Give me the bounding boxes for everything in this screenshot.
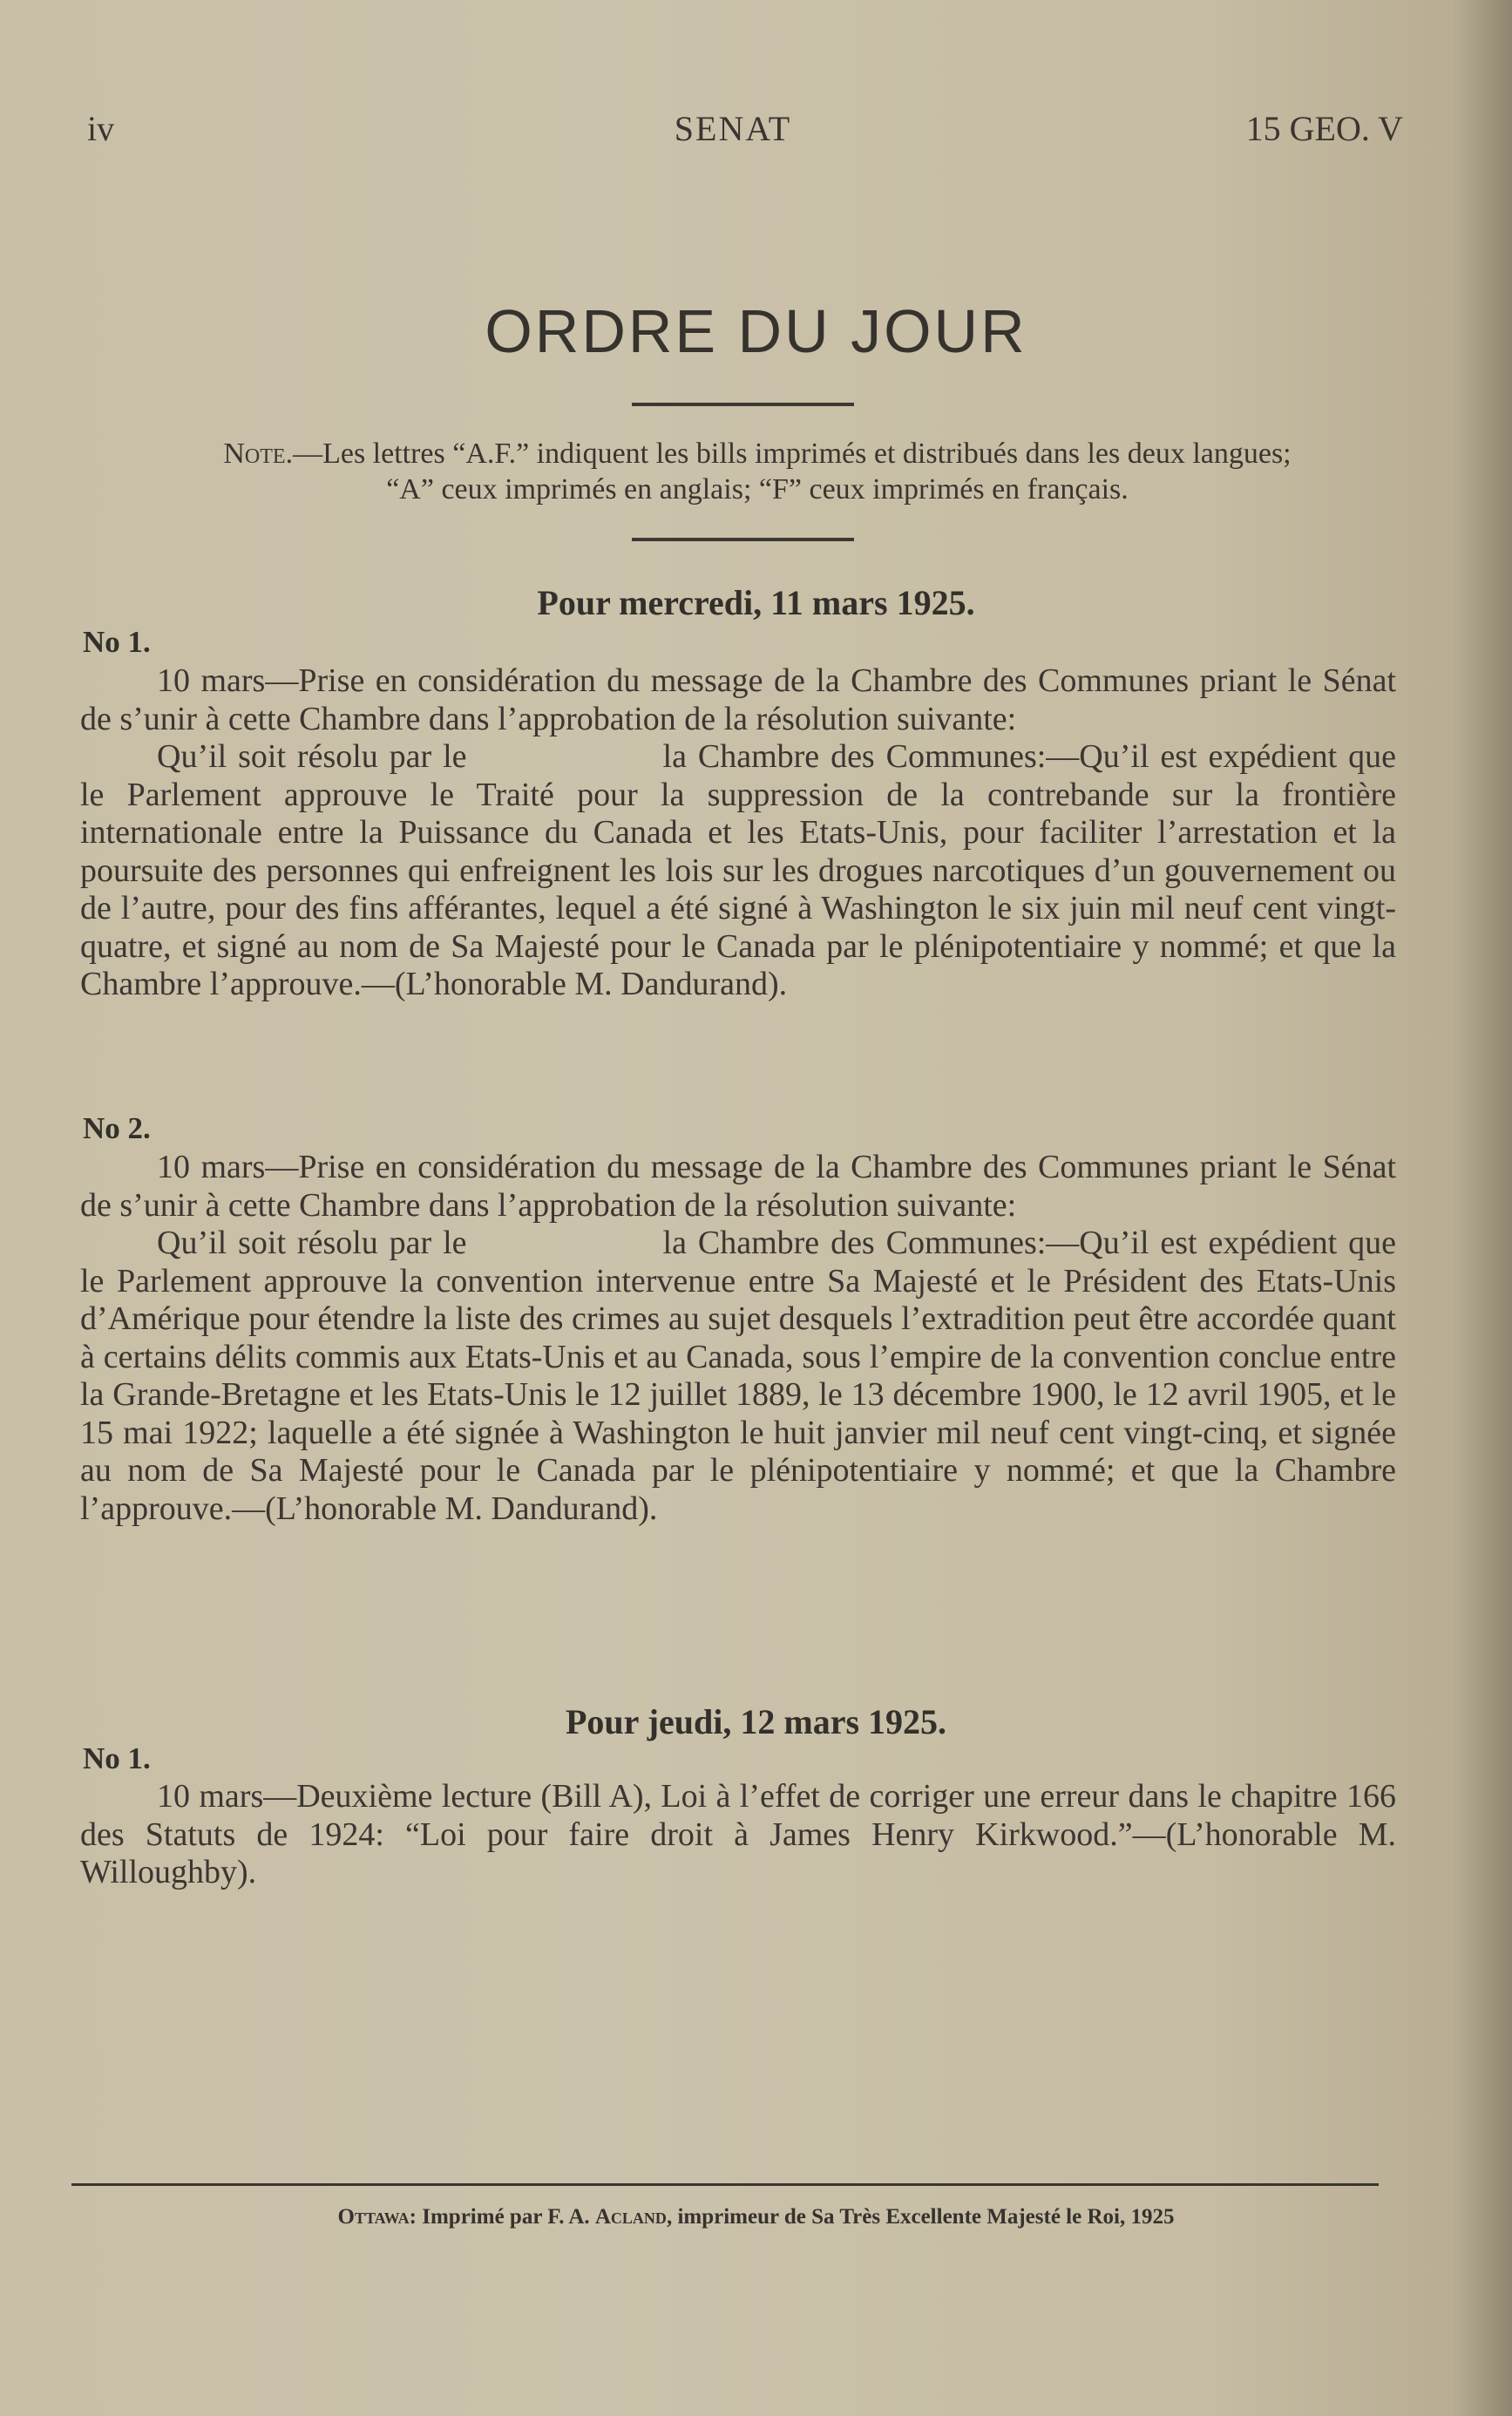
- imprint-footer: [174, 2205, 1338, 2229]
- item-number: No 1.: [83, 625, 151, 659]
- item-number: No 2.: [83, 1111, 151, 1145]
- imprint-text-2: , imprimeur de Sa Très Excellente Majesté le Roi, 1925: [666, 2205, 1175, 2229]
- item-number: No 1.: [83, 1741, 151, 1775]
- resolution-rest: la Chambre des Communes:—Qu’il est expédient que le Parlement approuve le Traité pour la suppression de la contrebande sur la frontière internationale entre la Puissance du Canada et les Etats-Unis, pour faciliter l’arrestation et la poursuite des personnes qui enfreignent les lois sur les drogues narcotiques d’un gouvernement ou de l’autre, pour des fins afférantes, lequel a été signé à Washington le six juin mil neuf cent vingt-quatre, et signé au nom de Sa Majesté pour le Canada par le plénipotentiaire y nommé; et que la Chambre l’approuve.—(L’honorable M. Dandurand).: [80, 738, 1397, 1002]
- note-text-1: —Les lettres “A.F.” indiquent les bills imprimés et distribués dans les deux langues;: [293, 438, 1292, 470]
- note-line-1: [85, 436, 1429, 472]
- chamber-name: SENAT: [674, 109, 792, 148]
- resolution-paragraph: [80, 738, 1396, 1004]
- imprint-printer: Acland: [594, 2205, 667, 2229]
- agenda-item-text: [80, 662, 1396, 1004]
- imprint-city: Ottawa: [337, 2205, 410, 2229]
- resolution-paragraph: [80, 1225, 1396, 1528]
- page-number: iv: [87, 109, 115, 148]
- session-label: 15 GEO. V: [1245, 109, 1403, 148]
- note-line-2: “A” ceux imprimés en anglais; “F” ceux imprimés en français.: [386, 473, 1129, 506]
- item-paragraph: 10 mars—Deuxième lecture (Bill A), Loi à l’effet de corriger une erreur dans le chapitre 166 des Statuts de 1924: “Loi pour faire droit à James Henry Kirkwood.”—(L’honorable M. Willoughby).: [80, 1778, 1396, 1890]
- resolution-start: Qu’il soit résolu par le: [157, 738, 467, 775]
- agenda-item-text: [80, 1778, 1396, 1892]
- note-block: [85, 436, 1429, 507]
- resolution-rest: la Chambre des Communes:—Qu’il est expédient que le Parlement approuve la convention intervenue entre Sa Majesté et le Président des Etats-Unis d’Amérique pour étendre la liste des crimes au sujet desquels l’extradition peut être accordée quant à certains délits commis aux Etats-Unis et au Canada, sous l’empire de la convention conclue entre la Grande-Bretagne et les Etats-Unis le 12 juillet 1889, le 13 décembre 1900, le 12 avril 1905, et le 15 mai 1922; laquelle a été signée à Washington le huit janvier mil neuf cent vingt-cinq, et signée au nom de Sa Majesté pour le Canada par le plénipotentiaire y nommé; et que la Chambre l’approuve.—(L’honorable M. Dandurand).: [80, 1225, 1397, 1527]
- item-paragraph: 10 mars—Prise en considération du message de la Chambre des Communes priant le Sénat de s’unir à cette Chambre dans l’approbation de la résolution suivante:: [80, 662, 1396, 737]
- agenda-item-text: [80, 1149, 1396, 1528]
- section-heading-thursday: Pour jeudi, 12 mars 1925.: [565, 1702, 947, 1741]
- footer-divider: [71, 2183, 1379, 2186]
- section-heading-wednesday: Pour mercredi, 11 mars 1925.: [537, 583, 975, 622]
- note-label: Note.: [223, 438, 294, 470]
- title-divider: [632, 403, 854, 406]
- note-divider: [632, 538, 854, 541]
- page-title: ORDRE DU JOUR: [485, 297, 1027, 365]
- imprint-text-1: : Imprimé par F. A.: [409, 2205, 595, 2229]
- item-paragraph: 10 mars—Prise en considération du message de la Chambre des Communes priant le Sénat de s’unir à cette Chambre dans l’approbation de la résolution suivante:: [80, 1149, 1396, 1224]
- resolution-start: Qu’il soit résolu par le: [157, 1225, 467, 1261]
